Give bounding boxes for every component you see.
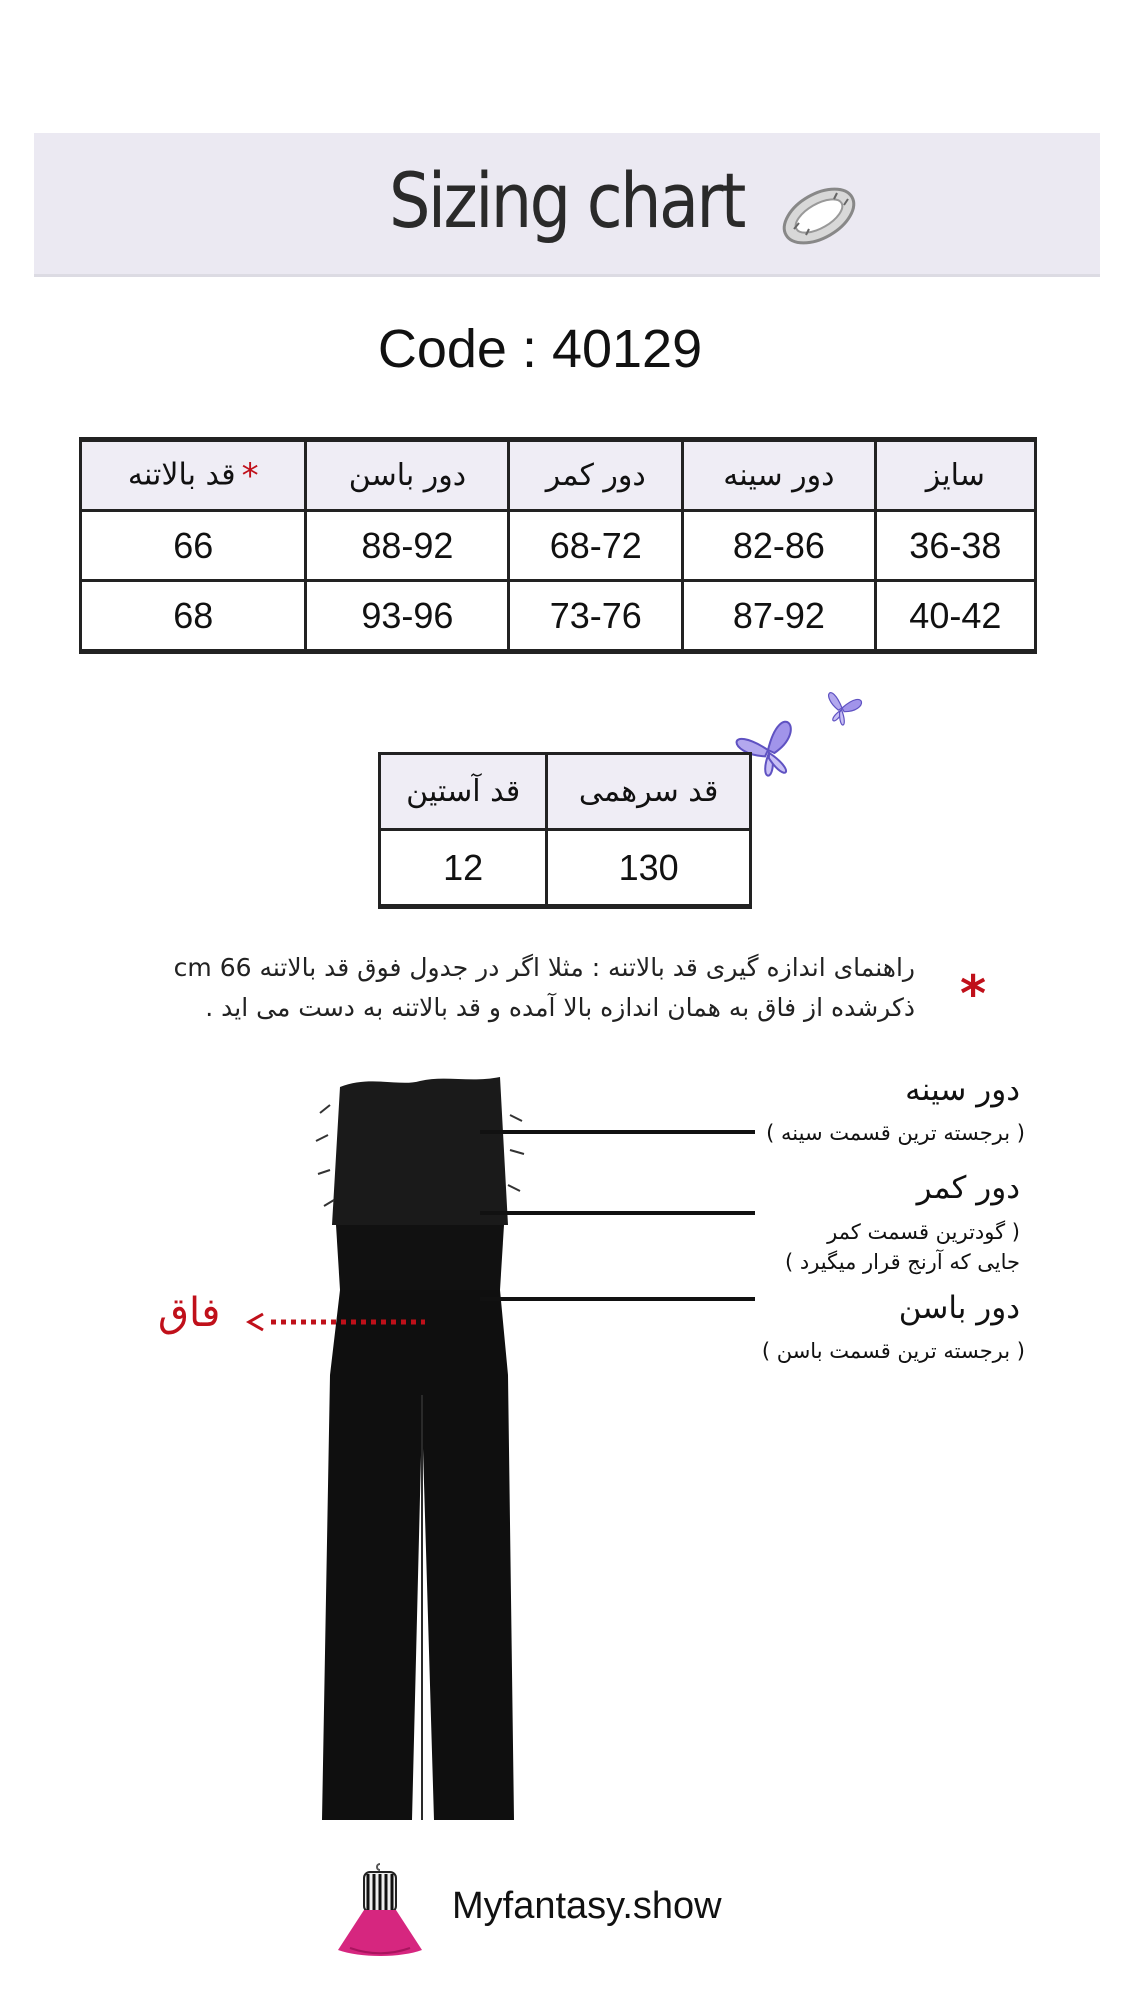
inseam-label: فاق xyxy=(158,1290,221,1336)
waist-label: دور کمر xyxy=(916,1170,1020,1206)
size-table-header xyxy=(81,440,1036,511)
brand-name: Myfantasy.show xyxy=(452,1885,722,1927)
cell-bust: 87-92 xyxy=(683,581,876,652)
bust-label: دور سینه xyxy=(905,1072,1020,1108)
waist-sub-label-1: ( گودترین قسمت کمر xyxy=(827,1220,1020,1244)
butterfly-icon xyxy=(730,680,880,800)
header-hip: دور باسن xyxy=(306,440,509,511)
note-line-2: ذکرشده از فاق به همان اندازه بالا آمده و قد بالاتنه به دست می اید . xyxy=(205,993,915,1022)
page-title: Sizing chart xyxy=(389,156,744,245)
size-table xyxy=(79,437,1037,654)
cell-size: 36-38 xyxy=(875,511,1035,581)
cell-hip: 88-92 xyxy=(306,511,509,581)
cell-sleeve-length: 12 xyxy=(380,830,547,907)
header-bust: دور سینه xyxy=(683,440,876,511)
hip-sub-label: ( برجسته ترین قسمت باسن ) xyxy=(761,1339,1025,1363)
cell-torso: 66 xyxy=(81,511,306,581)
cell-waist: 68-72 xyxy=(509,511,683,581)
bust-sub-label: ( برجسته ترین قسمت سینه ) xyxy=(766,1121,1025,1145)
table-row xyxy=(81,581,1036,652)
inseam-arrow-icon xyxy=(245,1312,425,1332)
cell-size: 40-42 xyxy=(875,581,1035,652)
length-table xyxy=(378,752,752,909)
length-table-header xyxy=(380,754,751,830)
product-code xyxy=(0,318,1080,380)
cell-torso: 68 xyxy=(81,581,306,652)
torso-star-mark: * xyxy=(241,455,259,496)
cell-jumpsuit-length: 130 xyxy=(547,830,751,907)
table-row xyxy=(380,830,751,907)
jumpsuit-illustration xyxy=(300,1075,540,1835)
measuring-tape-icon xyxy=(774,171,864,251)
brand-logo-icon xyxy=(330,1860,430,1960)
hip-guide-line xyxy=(480,1297,755,1301)
hip-label: دور باسن xyxy=(898,1290,1020,1326)
header-size: سایز xyxy=(875,440,1035,511)
cell-bust: 82-86 xyxy=(683,511,876,581)
header-jumpsuit-length: قد سرهمی xyxy=(547,754,751,830)
measurement-note xyxy=(95,948,915,1028)
header-banner xyxy=(34,133,1100,277)
note-star-mark: * xyxy=(960,965,987,1023)
waist-sub-label-2: جایی که آرنج قرار میگیرد ) xyxy=(785,1250,1020,1274)
note-line-1: راهنمای اندازه گیری قد بالاتنه : مثلا اگر در جدول فوق قد بالاتنه 66 cm xyxy=(173,953,915,982)
header-waist: دور کمر xyxy=(509,440,683,511)
header-torso-length-label: قد بالاتنه xyxy=(127,457,236,492)
header-sleeve-length: قد آستین xyxy=(380,754,547,830)
table-row xyxy=(81,511,1036,581)
cell-waist: 73-76 xyxy=(509,581,683,652)
cell-hip: 93-96 xyxy=(306,581,509,652)
waist-guide-line xyxy=(480,1211,755,1215)
product-code-text: Code : 40129 xyxy=(377,319,703,379)
bust-guide-line xyxy=(480,1130,755,1134)
header-torso-length xyxy=(81,440,306,511)
